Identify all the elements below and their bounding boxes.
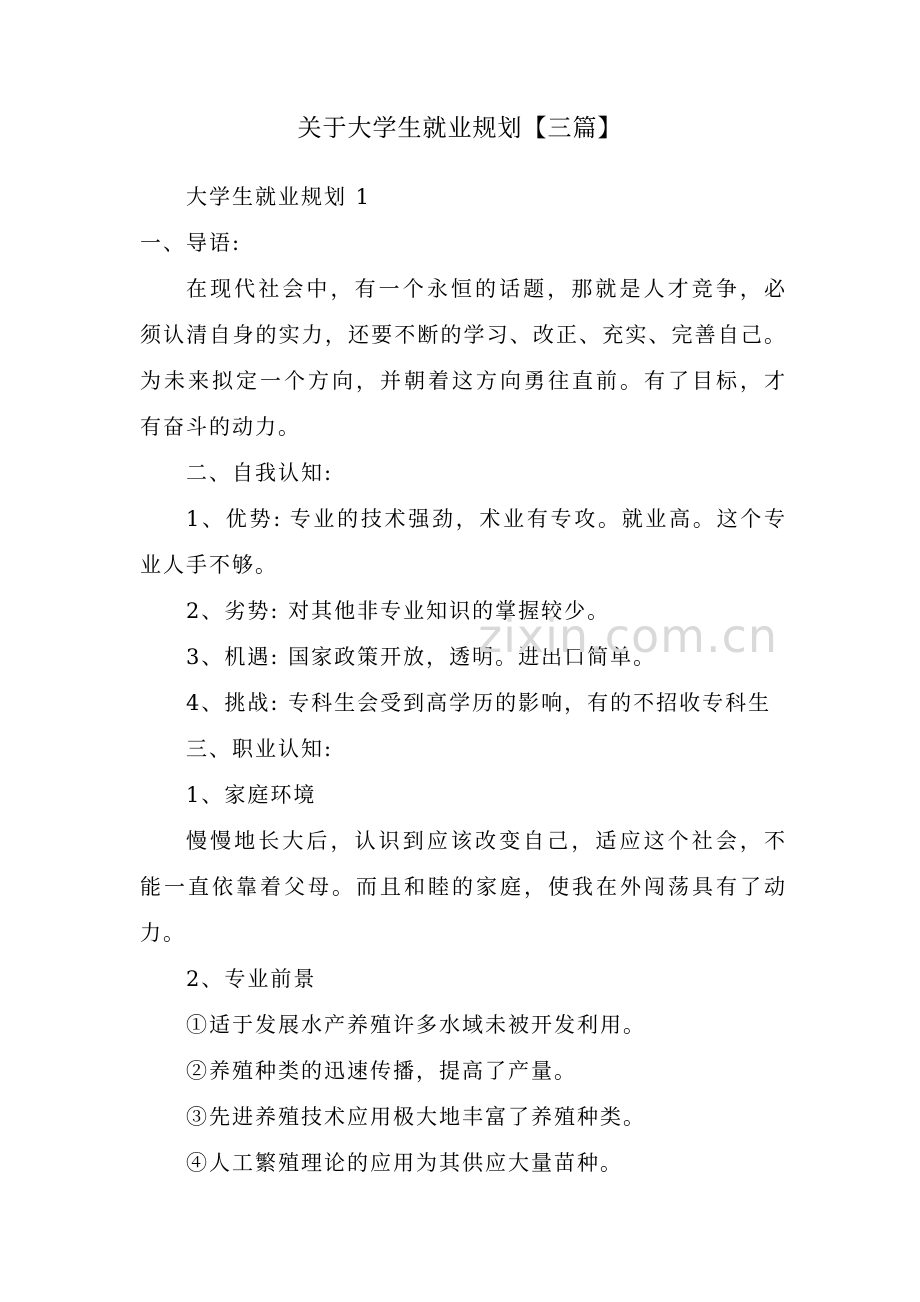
list-item: ②养殖种类的迅速传播，提高了产量。: [186, 1059, 577, 1083]
paragraph-line: 慢慢地长大后，认识到应该改变自己，适应这个社会，不: [186, 829, 785, 853]
document-title: 关于大学生就业规划【三篇】: [297, 114, 623, 142]
paragraph-line: 业人手不够。: [140, 553, 278, 577]
paragraph-line: 力。: [140, 921, 186, 945]
paragraph-line: 须认清自身的实力，还要不断的学习、改正、充实、完善自己。: [140, 323, 785, 347]
watermark-text: zixin.com.cn: [478, 609, 779, 663]
paragraph-line: 能一直依靠着父母。而且和睦的家庭，使我在外闯荡具有了动: [140, 875, 785, 899]
document-body: [140, 174, 785, 1186]
list-item: ④人工繁殖理论的应用为其供应大量苗种。: [186, 1151, 623, 1175]
paragraph-line: 为未来拟定一个方向，并朝着这方向勇往直前。有了目标，才: [140, 369, 785, 393]
subsection-heading: 二、自我认知:: [186, 461, 334, 485]
list-heading: 1、家庭环境: [186, 783, 317, 807]
paragraph-line: 4、挑战: 专科生会受到高学历的影响，有的不招收专科生: [186, 691, 772, 715]
list-item: ①适于发展水产养殖许多水域未被开发利用。: [186, 1013, 646, 1037]
list-item: ③先进养殖技术应用极大地丰富了养殖种类。: [186, 1105, 646, 1129]
list-heading: 2、专业前景: [186, 967, 317, 991]
paragraph-line: 3、机遇: 国家政策开放，透明。进出口简单。: [186, 645, 657, 669]
subsection-heading: 一、导语:: [140, 231, 242, 255]
section-heading: 大学生就业规划 1: [186, 185, 372, 209]
paragraph-line: 有奋斗的动力。: [140, 415, 301, 439]
paragraph-line: 1、优势: 专业的技术强劲，术业有专攻。就业高。这个专: [186, 507, 785, 531]
paragraph-line: 2、劣势: 对其他非专业知识的掌握较少。: [186, 599, 611, 623]
paragraph-line: 在现代社会中，有一个永恒的话题，那就是人才竞争，必: [186, 277, 785, 301]
subsection-heading: 三、职业认知:: [186, 737, 334, 761]
